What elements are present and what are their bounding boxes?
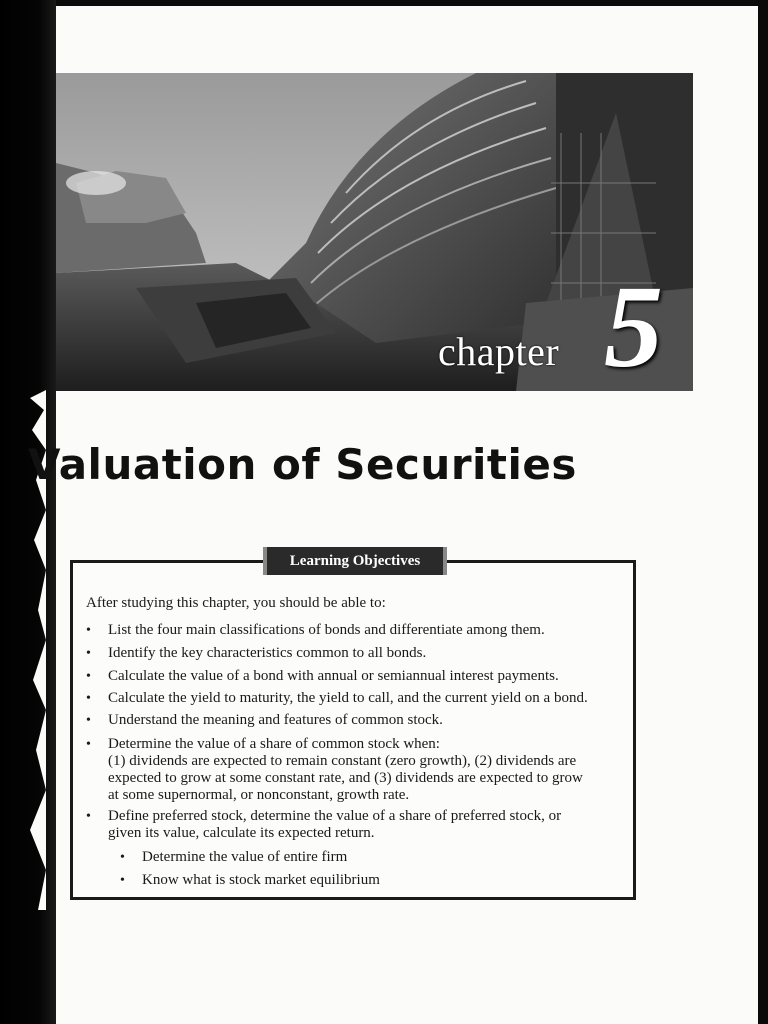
bullet-icon: • xyxy=(120,850,125,865)
objective-sub-item: • Determine the value of entire firm xyxy=(120,849,348,865)
objective-item: • Identify the key characteristics common to all bonds. xyxy=(86,645,427,661)
objective-item: • List the four main classifications of bonds and differentiate among them. xyxy=(86,622,545,638)
objective-item: • Calculate the yield to maturity, the yield to call, and the current yield on a bond. xyxy=(86,690,588,706)
bullet-icon: • xyxy=(86,737,91,752)
chapter-header-photo xyxy=(56,73,693,391)
bullet-icon: • xyxy=(86,646,91,661)
bullet-icon: • xyxy=(86,713,91,728)
objective-item: • Calculate the value of a bond with annual or semiannual interest payments. xyxy=(86,668,559,684)
chapter-title: Valuation of Securities xyxy=(28,440,577,489)
learning-objectives-heading: Learning Objectives xyxy=(263,547,447,575)
chapter-number: 5 xyxy=(604,261,663,392)
bullet-icon: • xyxy=(86,809,91,824)
chapter-label: chapter xyxy=(438,329,560,374)
objective-sub-item: • Know what is stock market equilibrium xyxy=(120,872,380,888)
objective-item: • Determine the value of a share of common stock when: (1) dividends are expected to remain constant (zero growth), (2) dividends are expected to grow at some constant rate, and (3) dividends are expected to grow at some supernormal, or nonconstant, growth rate. xyxy=(86,736,583,803)
bullet-icon: • xyxy=(86,691,91,706)
bullet-icon: • xyxy=(86,623,91,638)
objective-item: • Understand the meaning and features of common stock. xyxy=(86,712,443,728)
bullet-icon: • xyxy=(86,669,91,684)
bullet-icon: • xyxy=(120,873,125,888)
learning-objectives-intro: After studying this chapter, you should be able to: xyxy=(86,595,386,611)
objective-item: • Define preferred stock, determine the value of a share of preferred stock, or given its value, calculate its expected return. xyxy=(86,808,562,841)
